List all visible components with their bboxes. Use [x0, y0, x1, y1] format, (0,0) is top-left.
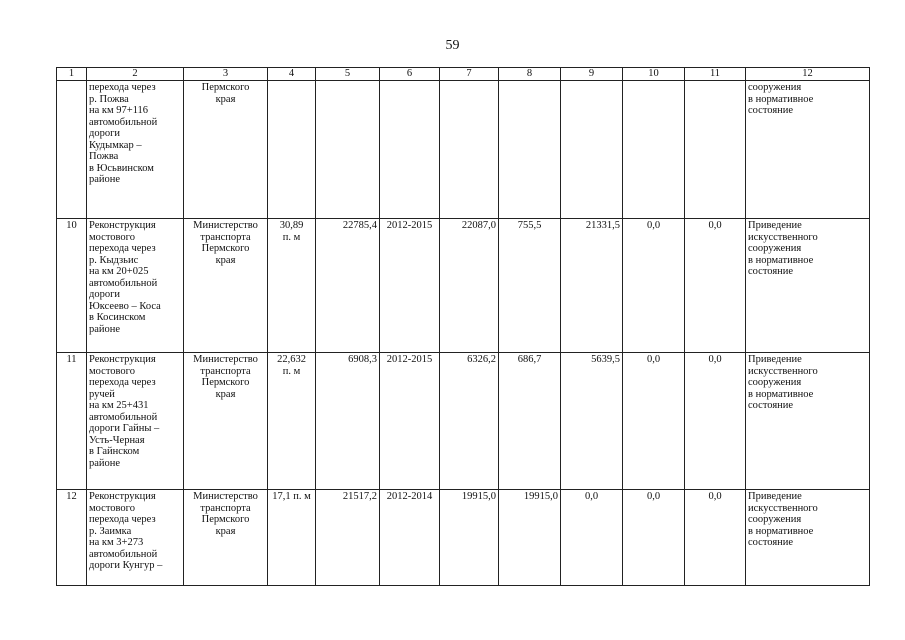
- column-number-row: [57, 68, 870, 81]
- period: [380, 81, 440, 219]
- value-col10: 0,0: [623, 490, 685, 586]
- expected-result: Приведение искусственного сооружения в нормативное состояние: [746, 219, 870, 353]
- total-cost: 21517,2: [316, 490, 380, 586]
- total-cost: 6908,3: [316, 353, 380, 490]
- column-header: 4: [268, 68, 316, 81]
- value-col8: 19915,0: [499, 490, 561, 586]
- row-number: 12: [57, 490, 87, 586]
- total-cost: 22785,4: [316, 219, 380, 353]
- length: 17,1 п. м: [268, 490, 316, 586]
- value-col7: [440, 81, 499, 219]
- value-col9: 21331,5: [561, 219, 623, 353]
- program-table: [56, 67, 870, 586]
- executor: Министерство транспорта Пермского края: [184, 219, 268, 353]
- value-col8: 686,7: [499, 353, 561, 490]
- executor: Министерство транспорта Пермского края: [184, 490, 268, 586]
- column-header: 10: [623, 68, 685, 81]
- column-header: 12: [746, 68, 870, 81]
- column-header: 8: [499, 68, 561, 81]
- value-col10: 0,0: [623, 219, 685, 353]
- value-col10: [623, 81, 685, 219]
- column-header: 9: [561, 68, 623, 81]
- value-col9: 0,0: [561, 490, 623, 586]
- total-cost: [316, 81, 380, 219]
- value-col8: 755,5: [499, 219, 561, 353]
- object-name: Реконструкция мостового перехода через р. Заимка на км 3+273 автомобильной дороги Кунгур –: [87, 490, 184, 586]
- object-name: переходa через р. Пожва на км 97+116 автомобильной дороги Кудымкар – Пожва в Юсьвинском районе: [87, 81, 184, 219]
- row-number: 10: [57, 219, 87, 353]
- period: 2012-2014: [380, 490, 440, 586]
- table-row: [57, 490, 870, 586]
- expected-result: Приведение искусственного сооружения в нормативное состояние: [746, 353, 870, 490]
- row-number: [57, 81, 87, 219]
- column-header: 2: [87, 68, 184, 81]
- column-header: 1: [57, 68, 87, 81]
- value-col7: 6326,2: [440, 353, 499, 490]
- length: [268, 81, 316, 219]
- length: 22,632 п. м: [268, 353, 316, 490]
- value-col11: 0,0: [685, 353, 746, 490]
- table-row: [57, 219, 870, 353]
- value-col9: 5639,5: [561, 353, 623, 490]
- length: 30,89 п. м: [268, 219, 316, 353]
- period: 2012-2015: [380, 353, 440, 490]
- executor: Пермского края: [184, 81, 268, 219]
- value-col9: [561, 81, 623, 219]
- column-header: 5: [316, 68, 380, 81]
- value-col11: [685, 81, 746, 219]
- page-number: 59: [445, 38, 460, 53]
- column-header: 11: [685, 68, 746, 81]
- expected-result: сооружения в нормативное состояние: [746, 81, 870, 219]
- value-col11: 0,0: [685, 490, 746, 586]
- object-name: Реконструкция мостового перехода через ручей на км 25+431 автомобильной дороги Гайны – Усть-Черная в Гайнском районе: [87, 353, 184, 490]
- value-col11: 0,0: [685, 219, 746, 353]
- column-header: 3: [184, 68, 268, 81]
- value-col7: 19915,0: [440, 490, 499, 586]
- object-name: Реконструкция мостового перехода через р. Кыдзьис на км 20+025 автомобильной дороги Юксеево – Коса в Косинском районе: [87, 219, 184, 353]
- value-col8: [499, 81, 561, 219]
- period: 2012-2015: [380, 219, 440, 353]
- table-row: [57, 81, 870, 219]
- value-col10: 0,0: [623, 353, 685, 490]
- column-header: 6: [380, 68, 440, 81]
- value-col7: 22087,0: [440, 219, 499, 353]
- row-number: 11: [57, 353, 87, 490]
- column-header: 7: [440, 68, 499, 81]
- table-row: [57, 353, 870, 490]
- expected-result: Приведение искусственного сооружения в нормативное состояние: [746, 490, 870, 586]
- executor: Министерство транспорта Пермского края: [184, 353, 268, 490]
